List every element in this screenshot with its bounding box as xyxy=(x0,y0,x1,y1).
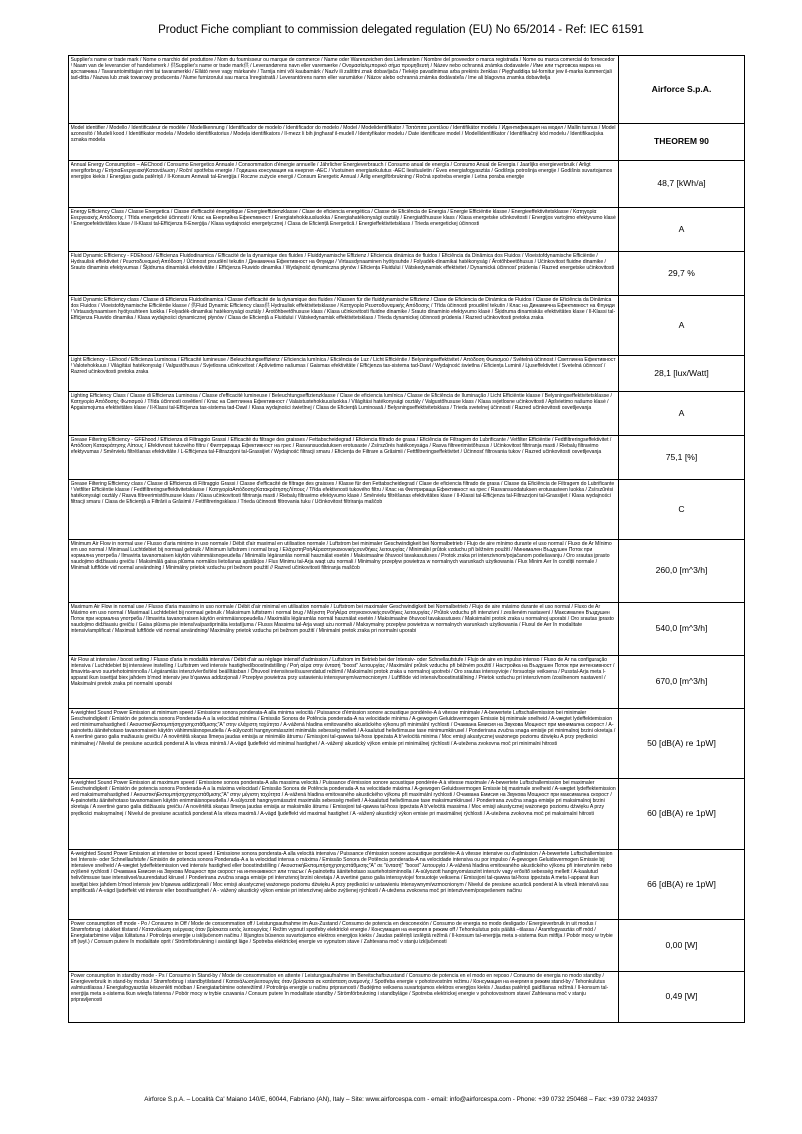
parameter-description-text: Maximum Air Flow in normal use / Flusso d'aria massimo in uso normale / Débit d'air minimal en utilisation normale / Luftstrom bei maximaler Geschwindigkeit bei Normalbetrieb / Flujo de aire máximo durante el uso normal / Fluxo de Ar Máximo em uso normal / Maximaal Luchtdebiet bij normaal gebruik / Maksimum luftstrøm i normal brug / Μέγιστη ΡοήΑέρα στηνκανονικήςσυνθήκες λειτουργίας / Průtok vzduchu při intenzivní / zesíleném nastavení / Максимален Въздушен Поток при нормална употреба / Ilmavirta tavanomaisen käytön enimmäisnopeudella / Maximális légáramlás normál használat esetén / Maksimaalne õhuvool tavakasutuses / Maksimalni protok zraka u normalnoj uporabi / Oro srautas įprasto naudojimo didžiausiu greičiu / Gaisa plūsma pie intensīva/pastiprināta iestatījuma / Flusss Massimu tal-Arja waqt użu normali / Maksymalny przepływ powietrza w normalnych warunkach użytkowania / Fluxul de Aer în modalitate intensiv/amplificat / Maximalt luftflöde vid normal användning/ Maximálny prietok vzduchu pri bežnom použití / Minimalni pretok zraka pri normalni uporabi xyxy=(70,603,614,635)
parameter-description-text: Grease Filtering Efficiency class / Classe di Efficienza di Filtraggio Grassi / Classe d'efficacité de filtrage des graisses / Klasse für den Fettabscheidegrad / Clase de eficiencia filtrado de grasa / Classe da Eficiência de Filtragem do Lubrificante / Vetfilter Efficiëntie klasse / Fedtfiltreringseffektivitetsklasse / ΚατηγορίαΑπόδοσηςΚατακράτησηςΛίπους / Třída efektivnosti tukového filtru / Клас на Филтрираща Ефективност на грес / Rasvansuodatuksen erotusasteen luokka / Zsírszűrési hatékonysági osztály / Rasva filtreerimistõhususe klass / Klasa učinkovitosti filtriranja masti / Riebalų filtravimo efektyvumo klasė / Smērvielu filtrēšanas efektivitātes klase / Il-Klassi tal-Effiċjenza tal-Filtrazzjoni tal-Grassijiet / Klasa wydajności filtracji smaru / Clasa de Eficiență a Filtrării a Grăsimii / Fettfiltreringsklass / Trieda účinnosti filtrovania tuku / Učinkovitost filtriranja maščob xyxy=(70,480,615,506)
fiche-row xyxy=(69,972,745,1023)
parameter-value: 48,7 [kWh/a] xyxy=(619,161,745,208)
fiche-row xyxy=(69,436,745,480)
parameter-value: 28,1 [lux/Watt] xyxy=(619,356,745,392)
parameter-description xyxy=(69,252,619,296)
parameter-value: 75,1 [%] xyxy=(619,436,745,480)
parameter-description-text: Power consumption in standby mode - Ps / Consumo in Stand-by / Mode de consommation en attente / Leistungsaufnahme im Bereitschaftszustand / Consumo de potencia en el modo en reposo / Consumo de energia no modo standby / Energieverbruik in stand-by modus / Strømforbrug i standbytilstand / Κατανάλωσηλειτουργίας όταν βρίσκεται σε κατάσταση αναμονής / Spotřeba energie v pohotovostním režimu / Консумация на енергия в режим stand-by / Tehonkulutus valmiustilassa / Energiafogyasztás készenléti módban / Energiatarbimine ooterežiimil / Potrošnja energije u načinu pripravnosti / Budėjimo veiksena suvartojamos elektros energijos kiekis / Jaudas patēriņš gaidīšanas režīmā / Il-konsum tal-enerġija meta s-sistema tkun wieqfa tistenna / Pobór mocy w trybie czuwania / Consum putere în modalitate standby / Strömförbrukning i standbyläge / Spotreba elektrickej energie v pohotovostnom stave/ Zahtevana moč v stanju pripravljenosti xyxy=(70,972,609,1004)
parameter-description-text: Air Flow at intensive / boost setting / Flusso d'aria in modalità intensiva / Débit d'air au réglage intensif d'admission / Luftstrom im Betrieb bei der Intensiv- oder Schnellaufstufe / Flujo de aire en impulso intenso / Fluxo de Ar na configuração intensiva / Luchtdebiet bij intensieve instelling / Luftstrøm ved intensiv hastighed/boostindstilling / Ροή αέρα στην έντασή "boost" λειτουργίας / Maximální průtok vzduchu při běžném použití / Настройка на Въздушен Поток при интензивност / Ilmavirta-arvo suurtehotoiminnolla / Légáramlás intenzív/erősítési beállításban / Õhuvool intensiivsel/suurendatud režiimil / Maksimalni protok zraka u normalnoj upotrebi / Oro srautas intensyvioje / forsuotoje veiksena / Pusstal-Arja meta l-apparat ikun issettjat biex jaħdem b'mod intensiv jew b'qawwa addizzjonali / Przepływ powietrza przy ustawieniu intensywnym/wzmocnionym / Luftflöde vid intensiv/boostinställning / Prietok vzduchu pri intenzívnom /zosilnenom nastavení / Maksimalni pretok zraka pri normalni uporabi xyxy=(70,656,615,688)
page-title: Product Fiche compliant to commission delegated regulation (EU) No 65/2014 - Ref: IEC 61591 xyxy=(158,24,644,36)
parameter-description xyxy=(69,709,619,779)
parameter-description-text: A-weighted Sound Power Emission at intensive or boost speed / Emissione sonora ponderata-A alla velocità intensiva / Puissance d'émission sonore acoustique pondérée-A à vitesse intensive ou d'admission / A-bewertete Luftschallemission bei Intensiv- oder Schnellaufstufe / Emisión de potencia sonora Ponderada-A a la velocidad intensa o máxima / Emissão Sonora de Potência ponderada-A na velocidade intensiva ou por impulso / A-gewogen Geluidsvermogen Emissie bij intensieve snelheid / A-vægtet lydeffektemission ved intensiv hastighed eller boostindstilling / ΑκουστικήΕκπομπήσηχησηςστάθμισης"A" σε "έντασή" "boost" λειτουργία / A-vážená hladina emitovaného akustického výkonu při intenzivním nebo zvýšené rychlosti / Очаквана Емисия на Звукова Мощност при скорост на интензивност или тласък / A-painotettu äänitehotaso suurtehotoiminnolla / A-súlyozott hangnyomásszint intenzív vagy erősítő sebesség mellett / A-kaalutud helivõimsuse tase intensiivsel/suurendatud kiirusel / Ponderirana zvučna snaga emisije pri intenzivnoj brzini okretaja / A svertinė garso galia intensyvioje/ forsuotoje veiksena / Emissjoni tal-qawwa tal-ħoss ippeżata A meta l-apparat ikun issettjat biex jaħdem b'mod intensiv jew b'qawwa addizzjonali / Moc emisji akustycznej ważonego poziomu dźwięku A przy prędkości w ustawieniu intensywnym/wzmocnionym / Nivelul de presiune acustică ponderat A la viteză intensivă sau amplificată / A-vägd ljudeffekt vid intensiv eller boosthastighet / A - vážený akustický výkon emisie pri intenzívnej alebo zvýšenej rýchlosti / A-utežena zvokovna moč pri intenzivnem/pospešenem načinu xyxy=(70,850,613,894)
parameter-value: 50 [dB(A) re 1pW] xyxy=(619,709,745,779)
fiche-row xyxy=(69,656,745,709)
parameter-description xyxy=(69,124,619,161)
parameter-description xyxy=(69,540,619,603)
parameter-description-text: Model identifier / Modello / Identificateur de modèle / Modellkennung / Identificador de modelo / Identificador do modelo / Model / Modelidentifikator / Τσιτόπιτα μοντέλου / Identifikátor modelu / Идентификация на модел / Mallin tunnus / Model azonosító / Mudeli kood / Identifikator modela / Modelio identifikatorius / Modeļa identifikators / Il-mezz li bih jingħaraf il-mudell / Identyfikator modelu / Date identificare model / Modellidentifikator / Identifikačný kód modelu / Identifikacijska oznaka modela xyxy=(70,124,616,143)
parameter-value: 60 [dB(A) re 1pW] xyxy=(619,779,745,850)
parameter-value: 540,0 [m^3/h] xyxy=(619,603,745,656)
parameter-value: A xyxy=(619,208,745,252)
parameter-description xyxy=(69,779,619,850)
parameter-description-text: Fluid Dynamic Efficiency class / Classe di Efficienza Fluidodinamica / Classe d'efficacité de la dynamique des fluides / Klassen für die fluiddynamische Effizienz / Clase de Eficiencia de Dinámica de Fluidos / Classe de Eficiência da Dinâmica dos Fluidos / Vloeistofdynamische Efficiëntie klasse / 供Fluid Dynamic Efficiency class供 Hydraulisk effektivitetsklasse / Κατηγορία Ρευστοδυναμικής Απόδοσης / Třída účinnosti proudění tekutin / Клас на Динамична Ефективност на Флуиди / Virtausdynaamisen hyötysuhteen luokka / Folyadék-dinamikai hatékonysági osztály / Ärotõhbeetõhususe klass / Klasa učinkovitosti fluidne dinamike / Srauto dinaminio efektyvumo klasė / Šķidruma dinamiskās efektivitātes klase / Il-Klassi tal-Effiċjenza Fluwido dinamika / Klasa wydajności dynamicznej płynów / Clasa de Eficiență a Fluidului / Vätskedynamisk effektivitetsklass / Trieda dynamickej účinnosti prúdenia / Razred učinkovitosti pretoka zraka xyxy=(70,296,616,322)
fiche-row xyxy=(69,252,745,296)
parameter-description xyxy=(69,208,619,252)
fiche-row xyxy=(69,124,745,161)
product-fiche-table xyxy=(68,55,745,1023)
parameter-description xyxy=(69,850,619,920)
parameter-description xyxy=(69,161,619,208)
parameter-description-text: Supplier's name or trade mark / Nome o marchio del produttore / Nom du fournisseur ou marque de commerce / Name oder Warenzeichen des Lieferanten / Nombre del proveedor o marca registrada / Nome ou marca comercial do fornecedor / Naam van de leverancier of handelsmerk / 供Supplier's name or trade mark供 / Leverandørens navn eller varemærke / Ονομασία/εμπορικό σήμα προμηθευτή / Název nebo ochranná známka dodavatele / Име или търговска марка на доставчика / Tavarantoimittajan nimi tai tavaramerkki / Ellátó neve vagy márkanév / Tarnija nimi või kaubamärk / Nazīv ili zaštitni znak dobavljača / Tiekėjo pavadinimas arba prekinis ženklas / Pięgħaddiqa tal-fornitur jew il-marka kummerċjali tad-ditta / Nazwa lub znak towarowy producenta / Nume furnizorului sau marca înregistrată / Leverantörens namn eller varumärke / Názov alebo ochranná známka dodávateľa / Ime ali blagovna znamka dobavitelja xyxy=(70,56,615,82)
fiche-row xyxy=(69,208,745,252)
parameter-description xyxy=(69,56,619,124)
parameter-description xyxy=(69,296,619,356)
fiche-row xyxy=(69,920,745,972)
parameter-description xyxy=(69,603,619,656)
parameter-value: A xyxy=(619,296,745,356)
parameter-description-text: Grease Filtering Efficiency - GFEhood / Efficienza di Filtraggio Grassi / Efficacité du filtrage des graisses / Fettabscheidegrad / Eficiencia filtrado de grasa / Eficiência de Filtragem do Lubrificante / Vetfilter Efficiëntie / Fedtfiltreringseffektivitet / Απόδοση Κατακράτησης Λίπους / Efektivnost tukového filtru / Филтрираща Ефективност на грес / Rasvansuodatuksen erotusaste / Zsírszűrés hatékonysága / Rasva filtreerimistõhusus / Učinkovitost filtriranja masti / Riebalų filtravimo efektyvumas / Smērvielu filtrēšanas efektivitāte / L-Effiċjenza tal-Filtrazzjoni tal-Grassijiet / Wydajność filtracji smaru / Eficiența de Filtrare a Grăsimii / Fettfiltreringseffektivitet / Účinnosť filtrovania tukov / Razred učinkovitosti osvetljevanja xyxy=(70,436,612,455)
parameter-description-text: Minimum Air Flow in normal use / Flusso d'aria minimo in uso normale / Débit d'air maximal en utilisation normale / Luftstrom bei minimaler Geschwindigkeit bei Normalbetrieb / Flujo de aire mínimo durante el uso normal / Fluxo de Ar Mínimo em uso normal / Minimaal Luchtdebiet bij normaal gebruik / Minimum luftstrøm i normal brug / ΕλάχιστηΡοήΑέραστηνκανονικήςσυνθήκες λειτουργίας / Minimální průtok vzduchu při běžném použití / Минимален Въздушен Поток при нормална употреба / Ilmavirta tavanomaisen käytön vähimmäisnopeudella / Minimális légáramlás normál használat esetén / Maksimaalne õhuvool tavakasutuses / Protok zraka pri intenzivnom/pojačanom podešavanju / Oro srautas įprasto naudojimo didžiausiu greičiu / Maksimālā gaisa plūsma normālos lietošanas apstākļos / Flus Minimu tal-Arja waqt użu normali / Minimalny przepływ powietrza w normalnych warunkach użytkowania / Flux Minim Aer în condiții normale / Minimalt luftflöde vid normal användning / Minimálny prietok vzduchu pri bežnom použití // Razred učinkovitosti filtriranja maščob xyxy=(70,540,612,572)
parameter-value: 0,00 [W] xyxy=(619,920,745,972)
parameter-value: THEOREM 90 xyxy=(619,124,745,161)
fiche-row xyxy=(69,161,745,208)
fiche-row xyxy=(69,480,745,540)
parameter-description-text: Lighting Efficiency Class / Classe di Efficienza Luminosa / Classe d'efficacité lumineuse / Beleuchtungseffizienzklasse / Clase de eficiencia lumínica / Classe de Eficiência de Iluminação / Licht Efficiëntie klasse / Belysningseffektivitetsklasse / Κατηγορία Απόδοσης Φωτισμού / Třída účinnosti osvětlení / Клас на Светлинна Ефективност / Valaistustehokkuusluokka / Világítási hatékonysági osztály / Valgustõhususe klass / Klasa svjetlosne učinkovitosti / Apšvietimo našumo klasė / Apgaismojuma efektivitātes klase / Il-Klassi tal-Effiċjenza tas-sistema tad-Dawl / Klasa wydajności świetlnej / Clasa de Eficiență Luminoasă / Belysningseffektivitetsklass / Trieda svetelnej účinnosti / Razred učinkovitosti osvetljevanja xyxy=(70,392,612,411)
parameter-description-text: Power consumption off mode - Po / Consumo in Off / Mode de consommation off / Leistungsaufnahme im Aus-Zustand / Consumo de potencia en desconexión / Consumo de energia no modo desligado / Energieverbruik in uit modus / Strømforbrug i slukket tilstand / Κατανάλωση ενέργειας όταν βρίσκεται εκτός λειτουργίας / Režim vypnutí spotřeby elektrické energie / Консумация на енергия в режим off / Tehonkulutus pois päältä –tilassa / Áramfogyasztás off mód / Energiatarbimine väljas lülitatuna / Potrošnja energije u isključenom načinu / Išjungtos būsenos suvartojamos elektros energijos kiekis / Jaudas patēriņš izslēgtā režīmā / Il-konsum tal-enerġija meta s-sistema tkun mitfija / Pobór mocy w trybie off (wył.) / Consum putere în modalitate oprit / Strömförbrukning i avstängt läge / Spotreba elektrickej energie vo vypnutom stave / Zahtevana moč v stanju izključenosti xyxy=(70,920,613,946)
fiche-row xyxy=(69,56,745,124)
parameter-description-text: Annual Energy Consumption – AEChood / Consumo Energetico Annuale / Consommation d'énergie annuelle / Jährlicher Energieverbrauch / Consumo anual de energía / Consumo Anual de Energia / Jaarlijks energieverbruik / Årligt energiforbrug / ΕτήσιαΕνεργειακήΚατανάλωση / Roční spotřeba energie / Годишна консумация на енергия -AEC / Vuotuinen energiankulutus -AEC liesituuletin / Éves energiafogyasztás / Godišnja potrošnja energije / Godišnis suvartojamos energijos kiekis / Energijas gada patēriņš / Il-Konsum Annwali tal-Enerġija / Roczne zużycie energii / Consum Energetic Annual / Årlig energiförbrukning / Ročná spotreba energie / Letna poraba energije xyxy=(70,161,613,180)
parameter-description xyxy=(69,972,619,1023)
parameter-description xyxy=(69,436,619,480)
parameter-description-text: Energy Efficiency Class / Classe Energetica / Classe d'efficacité énergétique / Energieeffizienzklasse / Clase de eficiencia energética / Classe de Eficiência de Energia / Energie Efficiëntie klasse / Energieeffektivitetsklasse / Κατηγορία Ενεργειακής Απόδοσης / Třída energetické účinnosti / Клас на Енергийна Ефективност / Energiatehokkuusluokka / Energiahatékonysági osztály / Energiatõhususe klass / Klasa energetske učinkovitosti / Energijos vartojimo efektyvumo klasė / Energoefektivitātes klase / Il-Klassi tal-Effiċjenza fl-Enerġija / Klasa wydajności energetycznej / Clasa de Eficiență Energetică / Energieffektivitetsklass / Trieda energetickej účinnosti xyxy=(70,208,616,227)
parameter-description xyxy=(69,356,619,392)
parameter-value: A xyxy=(619,392,745,436)
fiche-row xyxy=(69,603,745,656)
parameter-description xyxy=(69,480,619,540)
parameter-description xyxy=(69,920,619,972)
fiche-row xyxy=(69,296,745,356)
parameter-description-text: Light Efficiency - LEhood / Efficienza Luminosa / Efficacité lumineuse / Beleuchtungseffizienz / Eficiencia lumínica / Eficiência de Luz / Licht Efficiëntie / Belysningseffektivitet / Απόδοση Φωτισμού / Světelná účinnost / Светлинна Ефективност / Valotehokkuus / Világítási hatékonyság / Valgustõhusus / Svjetlosna učinkovitost / Apšvietimo našumas / Gaismas efektivitāte / Effiċjenza tas-sistema tad-Dawl / Wydajność świetlna / Eficiența Luminii / Ljuseffektivitet / Svetelná účinnosť / Razred učinkovitosti pretoka zraka xyxy=(70,356,616,375)
parameter-value: 29,7 % xyxy=(619,252,745,296)
parameter-description-text: A-weighted Sound Power Emission at minimum speed / Emissione sonora ponderata-A alla minima velocità / Puissance d'émission sonore acoustique pondérée-A à vitesse minimale / A-bewertete Luftschallemission bei minimaler Geschwindigkeit / Emisión de potencia sonora Ponderada-A a la velocidad mínima / Emissão Sonora de Potência ponderada-A na velocidade mínima / A-gewogen Geluidsvermogen Emissie bij minimale snelheid / A-vægtet lydeffektemission ved minimumshastighed / ΑκουστικήΕκπομπήσηχησηςστάθμισης"A" στην ελάχιστη ταχύτητα / A-vážená hladina emitovaného akustického výkonu při minimální rychlosti / Очаквана Емисия на Звукова Мощност при минимална скорост / A-painotettu äänitehotaso tavanomaisen käytön vähimmäisnopeudella / A-súlyozott hangnyomásszint minimális sebesség mellett / A-kaalutud helivõimsuse tase minimumkiirusel / Ponderirana zvučna snaga emisije pri minimalnoj brzini okretaja / A svertinė garso galia mažiausiu greičiu / A novērtētā skaņas līmeņa jaudas emisija ar minimālo ātrumu / Emissjoni tal-qawwa tal-ħoss ippeżata A b'veloċità minima / Moc emisji akustycznej ważonego poziomu dźwięku A przy prędkości minimalnej / Nivelul de presiune acustică ponderat A la viteza minimă / A-vägd ljudeffekt vid minimal hastighet / A -vážený akustický výkon emisie pri minimálnej rýchlosti / A-utežena zvokovna moč pri minimalni hitrosti xyxy=(70,709,616,747)
parameter-value: 260,0 [m^3/h] xyxy=(619,540,745,603)
parameter-description xyxy=(69,656,619,709)
fiche-row xyxy=(69,392,745,436)
parameter-description-text: A-weighted Sound Power Emission at maximum speed / Emissione sonora ponderata-A alla massima velocità / Puissance d'émission sonore acoustique pondérée-A à vitesse maximale / A-bewertete Luftschallemission bei maximaler Geschwindigkeit / Emisión de potencia sonora Ponderada-A a la máxima velocidad / Emissão Sonora de Potência ponderada-A na velocidade máxima / A-gewogen Geluidsvermogen Emissie bij maximale snelheid / A-vægtet lydeffektemission ved maksimumshastighed / ΑκουστικήΕκπομπήσηχησηςστάθμισης"A" στην μέγιστη ταχύτητα / A-vážená hladina emitovaného akustického výkonu při maximální rychlosti / Очаквана Емисия на Звукова Мощност при максимална скорост / A-painotettu äänitehotaso tavanomaisen käytön enimmäisnopeudella / A-súlyozott hangnyomásszint maximális sebesség mellett / A-kaalutud helivõimsuse tase maksimumkiirusel / Ponderirana zvučna snaga emisije pri maksimalnoj brzini okretaja / A svertinė garso galia didžiausiu greičiu / A novērtētā skaņas līmeņa jaudas emisija ar maksimālo ātrumu / Emissjoni tal-qawwa tal-ħoss ippeżata A b'veloċità massima / Moc emisji akustycznej ważonego poziomu dźwięku A przy prędkości maksymalnej / Nivelul de presiune acustică ponderat A la viteza maximă / A-vägd ljudeffekt vid maximal hastighet / A -vážený akustický výkon emisie pri maximálnej rýchlosti / A-utežena zvokovna moč pri maksimalni hitrosti xyxy=(70,779,616,817)
parameter-value: 66 [dB(A) re 1pW] xyxy=(619,850,745,920)
fiche-row xyxy=(69,779,745,850)
parameter-description-text: Fluid Dynamic Efficiency - FDEhood / Efficienza Fluidodinamica / Efficacité de la dynamique des fluides / Fluiddynamische Effizienz / Eficiencia dinámica de fluidos / Eficiência da Dinâmica dos Fluidos / Vloeistofdynamische Efficiëntie / Hydraulisk effektivitet / Ρευστοδυναμική Απόδοση / Účinnost proudění tekutin / Динамична Ефективност на Флуиди / Virtausdynaaminen hyötysuhde / Folyadék-dinamikai hatékonyság / Ärotõhbeetõhusus / Učinkovitost fluidne dinamike / Srauto dinaminis efektyvumas / Šķidruma dinamiskā efektivitāte / Effiċjenza Fluwido dinamika / Wydajność dynamiczna płynów / Eficiența Fluidului / Vätskedynamisk effektivitet / Dynamická účinnosť prúdenia / Razred energetske učinkovitosti xyxy=(70,252,615,271)
parameter-description xyxy=(69,392,619,436)
fiche-row xyxy=(69,850,745,920)
fiche-row xyxy=(69,709,745,779)
parameter-value: C xyxy=(619,480,745,540)
company-footer: Airforce S.p.A. – Località Ca' Maiano 140/E, 60044, Fabriano (AN), Italy – Site: www.airforcespa.com - email: info@airforcespa.com - Phone: +39 0732 250468 – Fax: +39 0732 249337 xyxy=(144,1096,658,1103)
fiche-row xyxy=(69,540,745,603)
parameter-value: Airforce S.p.A. xyxy=(619,56,745,124)
fiche-row xyxy=(69,356,745,392)
parameter-value: 670,0 [m^3/h] xyxy=(619,656,745,709)
parameter-value: 0,49 [W] xyxy=(619,972,745,1023)
